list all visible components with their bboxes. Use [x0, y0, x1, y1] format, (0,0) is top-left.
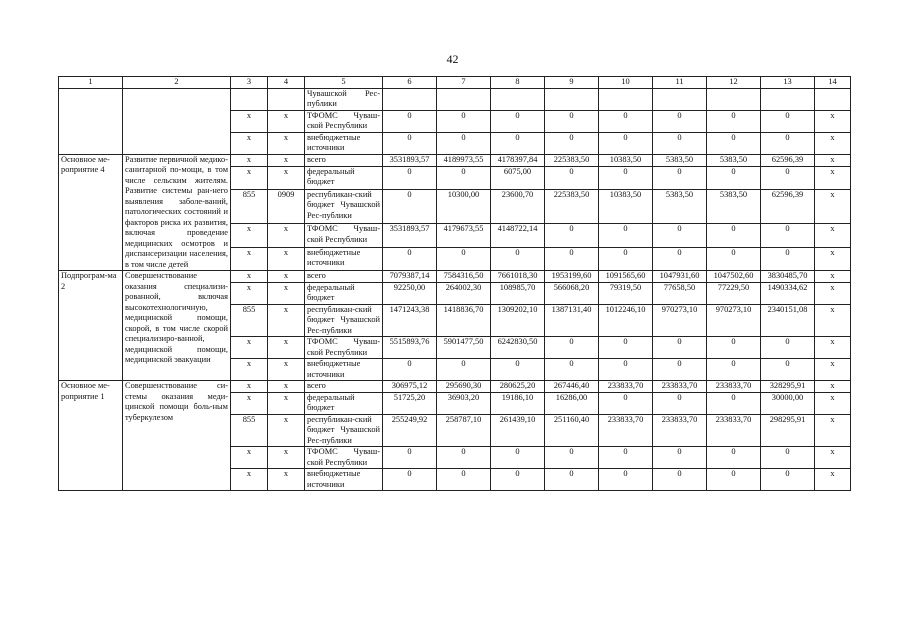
amount-cell: 0 — [761, 166, 815, 189]
amount-cell: 51725,20 — [383, 392, 437, 414]
amount-cell: 0 — [491, 247, 545, 270]
grbs-code-cell: x — [231, 247, 268, 270]
amount-cell: 10383,50 — [599, 154, 653, 166]
grbs-code-cell: x — [231, 271, 268, 283]
col14-cell: x — [815, 392, 851, 414]
amount-cell: 0 — [707, 247, 761, 270]
amount-cell: 0 — [653, 132, 707, 154]
amount-cell: 4148722,14 — [491, 224, 545, 247]
amount-cell: 5901477,50 — [437, 337, 491, 359]
col14-cell: x — [815, 189, 851, 223]
amount-cell: 79319,50 — [599, 282, 653, 304]
amount-cell: 0 — [383, 189, 437, 223]
funding-source-cell: ТФОМС Чуваш-ской Республики — [305, 110, 383, 132]
amount-cell: 0 — [761, 337, 815, 359]
amount-cell: 0 — [599, 166, 653, 189]
amount-cell: 0 — [599, 132, 653, 154]
program-description-cell: Развитие первичной медико-санитарной по-мощи, в том числе сельским жителям. Развитие системы ран-него выявления заболе-ваний, патологических состояний и факторов риска их развития, включая проведение медицинских осмотров и диспансеризации населения, в том числе детей — [123, 154, 231, 271]
amount-cell: 0 — [545, 224, 599, 247]
amount-cell: 1953199,60 — [545, 271, 599, 283]
amount-cell: 0 — [707, 392, 761, 414]
amount-cell: 0 — [761, 110, 815, 132]
col14-cell: x — [815, 469, 851, 491]
grbs-code-cell: x — [231, 154, 268, 166]
amount-cell: 10300,00 — [437, 189, 491, 223]
grbs-code-cell: x — [231, 381, 268, 393]
table-row — [59, 271, 851, 283]
grbs-code-cell: x — [231, 224, 268, 247]
amount-cell: 1012246,10 — [599, 304, 653, 337]
amount-cell: 92250,00 — [383, 282, 437, 304]
header-cell: 13 — [761, 77, 815, 89]
section-code-cell: x — [268, 271, 305, 283]
amount-cell — [545, 88, 599, 110]
amount-cell: 10383,50 — [599, 189, 653, 223]
page-number: 42 — [446, 52, 459, 66]
amount-cell: 0 — [761, 469, 815, 491]
amount-cell: 0 — [761, 447, 815, 469]
amount-cell: 108985,70 — [491, 282, 545, 304]
funding-source-cell: всего — [305, 381, 383, 393]
col14-cell: x — [815, 414, 851, 447]
funding-source-cell: Чувашской Рес-публики — [305, 88, 383, 110]
amount-cell: 7079387,14 — [383, 271, 437, 283]
amount-cell: 1047502,60 — [707, 271, 761, 283]
section-code-cell: x — [268, 132, 305, 154]
amount-cell — [491, 88, 545, 110]
table-row — [59, 88, 851, 110]
table-row — [59, 381, 851, 393]
amount-cell: 0 — [707, 469, 761, 491]
amount-cell: 0 — [707, 359, 761, 381]
funding-source-cell: республикан-ский бюджет Чувашской Рес-публики — [305, 189, 383, 223]
amount-cell: 1047931,60 — [653, 271, 707, 283]
amount-cell: 0 — [437, 359, 491, 381]
col14-cell: x — [815, 247, 851, 270]
program-name-cell: Основное ме-роприятие 1 — [59, 381, 123, 491]
header-cell: 7 — [437, 77, 491, 89]
amount-cell: 0 — [545, 247, 599, 270]
amount-cell: 0 — [437, 447, 491, 469]
amount-cell: 0 — [437, 166, 491, 189]
table-row — [59, 154, 851, 166]
section-code-cell: x — [268, 469, 305, 491]
program-description-cell — [123, 88, 231, 154]
amount-cell: 225383,50 — [545, 154, 599, 166]
funding-source-cell: республикан-ский бюджет Чувашской Рес-публики — [305, 414, 383, 447]
col14-cell: x — [815, 282, 851, 304]
amount-cell: 0 — [707, 337, 761, 359]
header-cell: 4 — [268, 77, 305, 89]
amount-cell: 0 — [545, 359, 599, 381]
grbs-code-cell: x — [231, 447, 268, 469]
amount-cell: 5383,50 — [653, 154, 707, 166]
col14-cell: x — [815, 271, 851, 283]
amount-cell: 62596,39 — [761, 154, 815, 166]
section-code-cell: x — [268, 392, 305, 414]
amount-cell: 233833,70 — [653, 381, 707, 393]
section-code-cell: 0909 — [268, 189, 305, 223]
amount-cell: 233833,70 — [599, 414, 653, 447]
amount-cell: 4189973,55 — [437, 154, 491, 166]
amount-cell: 0 — [761, 224, 815, 247]
funding-source-cell: внебюджетные источники — [305, 247, 383, 270]
col14-cell: x — [815, 447, 851, 469]
section-code-cell: x — [268, 304, 305, 337]
header-cell: 5 — [305, 77, 383, 89]
header-row — [59, 77, 851, 89]
amount-cell: 0 — [437, 110, 491, 132]
amount-cell: 4178397,84 — [491, 154, 545, 166]
funding-source-cell: ТФОМС Чуваш-ской Республики — [305, 337, 383, 359]
section-code-cell: x — [268, 381, 305, 393]
amount-cell: 0 — [599, 110, 653, 132]
col14-cell: x — [815, 381, 851, 393]
section-code-cell: x — [268, 247, 305, 270]
amount-cell: 0 — [653, 247, 707, 270]
header-cell: 11 — [653, 77, 707, 89]
amount-cell: 0 — [599, 337, 653, 359]
header-cell: 1 — [59, 77, 123, 89]
amount-cell: 0 — [491, 132, 545, 154]
funding-source-cell: федеральный бюджет — [305, 392, 383, 414]
amount-cell: 0 — [491, 469, 545, 491]
amount-cell: 0 — [383, 247, 437, 270]
amount-cell: 0 — [437, 469, 491, 491]
section-code-cell: x — [268, 282, 305, 304]
section-code-cell: x — [268, 447, 305, 469]
funding-source-cell: федеральный бюджет — [305, 166, 383, 189]
amount-cell: 7661018,30 — [491, 271, 545, 283]
amount-cell: 0 — [383, 359, 437, 381]
amount-cell: 1471243,38 — [383, 304, 437, 337]
amount-cell: 16286,00 — [545, 392, 599, 414]
amount-cell: 0 — [599, 447, 653, 469]
amount-cell: 0 — [545, 447, 599, 469]
amount-cell: 566068,20 — [545, 282, 599, 304]
header-cell: 10 — [599, 77, 653, 89]
grbs-code-cell: x — [231, 392, 268, 414]
col14-cell: x — [815, 132, 851, 154]
amount-cell: 0 — [383, 132, 437, 154]
amount-cell: 5383,50 — [653, 189, 707, 223]
grbs-code-cell: x — [231, 359, 268, 381]
amount-cell: 0 — [383, 469, 437, 491]
amount-cell: 1490334,62 — [761, 282, 815, 304]
funding-source-cell: ТФОМС Чуваш-ской Республики — [305, 224, 383, 247]
grbs-code-cell: x — [231, 282, 268, 304]
amount-cell: 3830485,70 — [761, 271, 815, 283]
amount-cell: 0 — [653, 469, 707, 491]
amount-cell: 0 — [653, 392, 707, 414]
amount-cell: 6075,00 — [491, 166, 545, 189]
col14-cell: x — [815, 224, 851, 247]
amount-cell: 970273,10 — [653, 304, 707, 337]
amount-cell: 0 — [383, 447, 437, 469]
section-code-cell: x — [268, 337, 305, 359]
amount-cell: 0 — [491, 359, 545, 381]
funding-source-cell: всего — [305, 271, 383, 283]
amount-cell: 0 — [599, 359, 653, 381]
funding-source-cell: внебюджетные источники — [305, 469, 383, 491]
amount-cell: 0 — [653, 447, 707, 469]
amount-cell: 0 — [707, 166, 761, 189]
amount-cell: 5515893,76 — [383, 337, 437, 359]
funding-source-cell: федеральный бюджет — [305, 282, 383, 304]
amount-cell: 0 — [707, 224, 761, 247]
col14-cell: x — [815, 337, 851, 359]
program-name-cell: Основное ме-роприятие 4 — [59, 154, 123, 271]
amount-cell: 233833,70 — [599, 381, 653, 393]
amount-cell: 0 — [761, 132, 815, 154]
amount-cell — [383, 88, 437, 110]
header-cell: 8 — [491, 77, 545, 89]
amount-cell — [707, 88, 761, 110]
amount-cell: 7584316,50 — [437, 271, 491, 283]
section-code-cell: x — [268, 154, 305, 166]
col14-cell: x — [815, 359, 851, 381]
amount-cell: 306975,12 — [383, 381, 437, 393]
amount-cell: 233833,70 — [707, 414, 761, 447]
amount-cell: 0 — [707, 132, 761, 154]
col14-cell: x — [815, 304, 851, 337]
budget-table — [58, 76, 851, 491]
header-cell: 12 — [707, 77, 761, 89]
funding-source-cell: внебюджетные источники — [305, 359, 383, 381]
amount-cell: 1309202,10 — [491, 304, 545, 337]
amount-cell: 225383,50 — [545, 189, 599, 223]
header-cell: 9 — [545, 77, 599, 89]
amount-cell: 0 — [761, 359, 815, 381]
grbs-code-cell: 855 — [231, 414, 268, 447]
table-body — [59, 88, 851, 491]
amount-cell: 267446,40 — [545, 381, 599, 393]
grbs-code-cell: x — [231, 166, 268, 189]
program-name-cell: Подпрограм-ма 2 — [59, 271, 123, 381]
amount-cell — [761, 88, 815, 110]
amount-cell: 255249,92 — [383, 414, 437, 447]
amount-cell — [653, 88, 707, 110]
amount-cell: 0 — [491, 110, 545, 132]
amount-cell: 295690,30 — [437, 381, 491, 393]
amount-cell: 0 — [383, 110, 437, 132]
amount-cell: 5383,50 — [707, 154, 761, 166]
col14-cell: x — [815, 154, 851, 166]
amount-cell: 77229,50 — [707, 282, 761, 304]
amount-cell: 0 — [437, 132, 491, 154]
grbs-code-cell: 855 — [231, 189, 268, 223]
amount-cell: 261439,10 — [491, 414, 545, 447]
amount-cell: 0 — [383, 166, 437, 189]
funding-source-cell: внебюджетные источники — [305, 132, 383, 154]
amount-cell: 0 — [599, 224, 653, 247]
amount-cell — [599, 88, 653, 110]
header-cell: 6 — [383, 77, 437, 89]
amount-cell: 0 — [761, 247, 815, 270]
amount-cell: 3531893,57 — [383, 224, 437, 247]
grbs-code-cell: x — [231, 110, 268, 132]
amount-cell: 2340151,08 — [761, 304, 815, 337]
amount-cell: 1387131,40 — [545, 304, 599, 337]
funding-source-cell: всего — [305, 154, 383, 166]
amount-cell: 0 — [545, 337, 599, 359]
amount-cell: 0 — [653, 224, 707, 247]
header-cell: 2 — [123, 77, 231, 89]
grbs-code-cell: x — [231, 337, 268, 359]
program-name-cell — [59, 88, 123, 154]
amount-cell: 0 — [545, 132, 599, 154]
amount-cell: 62596,39 — [761, 189, 815, 223]
amount-cell: 328295,91 — [761, 381, 815, 393]
amount-cell: 23600,70 — [491, 189, 545, 223]
header-cell: 3 — [231, 77, 268, 89]
amount-cell: 19186,10 — [491, 392, 545, 414]
col14-cell: x — [815, 166, 851, 189]
amount-cell: 0 — [653, 110, 707, 132]
program-description-cell: Совершенствование си-стемы оказания меди-цинской помощи боль-ным туберкулезом — [123, 381, 231, 491]
funding-source-cell: ТФОМС Чуваш-ской Республики — [305, 447, 383, 469]
section-code-cell: x — [268, 224, 305, 247]
header-cell: 14 — [815, 77, 851, 89]
amount-cell: 233833,70 — [707, 381, 761, 393]
amount-cell: 0 — [707, 447, 761, 469]
grbs-code-cell — [231, 88, 268, 110]
amount-cell: 5383,50 — [707, 189, 761, 223]
amount-cell: 280625,20 — [491, 381, 545, 393]
amount-cell: 0 — [545, 469, 599, 491]
program-description-cell: Совершенствование оказания специализи-рованной, включая высокотехнологичную, медицинской помощи, скорой, в том числе скорой специализиро-ванной, медицинской помощи, медицинской эвакуации — [123, 271, 231, 381]
amount-cell: 0 — [599, 469, 653, 491]
grbs-code-cell: x — [231, 469, 268, 491]
section-code-cell: x — [268, 359, 305, 381]
amount-cell: 233833,70 — [653, 414, 707, 447]
funding-source-cell: республикан-ский бюджет Чувашской Рес-публики — [305, 304, 383, 337]
amount-cell: 6242830,50 — [491, 337, 545, 359]
amount-cell: 0 — [653, 166, 707, 189]
section-code-cell: x — [268, 166, 305, 189]
col14-cell: x — [815, 110, 851, 132]
amount-cell: 4179673,55 — [437, 224, 491, 247]
amount-cell: 0 — [545, 166, 599, 189]
section-code-cell — [268, 88, 305, 110]
amount-cell — [437, 88, 491, 110]
amount-cell: 1418836,70 — [437, 304, 491, 337]
col14-cell — [815, 88, 851, 110]
amount-cell: 0 — [707, 110, 761, 132]
grbs-code-cell: x — [231, 132, 268, 154]
amount-cell: 30000,00 — [761, 392, 815, 414]
amount-cell: 264002,30 — [437, 282, 491, 304]
amount-cell: 0 — [653, 359, 707, 381]
amount-cell: 0 — [491, 447, 545, 469]
amount-cell: 0 — [599, 247, 653, 270]
column-number-header — [59, 77, 851, 89]
amount-cell: 3531893,57 — [383, 154, 437, 166]
grbs-code-cell: 855 — [231, 304, 268, 337]
amount-cell: 77658,50 — [653, 282, 707, 304]
amount-cell: 0 — [653, 337, 707, 359]
amount-cell: 0 — [545, 110, 599, 132]
amount-cell: 1091565,60 — [599, 271, 653, 283]
section-code-cell: x — [268, 414, 305, 447]
amount-cell: 0 — [437, 247, 491, 270]
section-code-cell: x — [268, 110, 305, 132]
amount-cell: 251160,40 — [545, 414, 599, 447]
amount-cell: 36903,20 — [437, 392, 491, 414]
amount-cell: 258787,10 — [437, 414, 491, 447]
amount-cell: 298295,91 — [761, 414, 815, 447]
amount-cell: 0 — [599, 392, 653, 414]
amount-cell: 970273,10 — [707, 304, 761, 337]
